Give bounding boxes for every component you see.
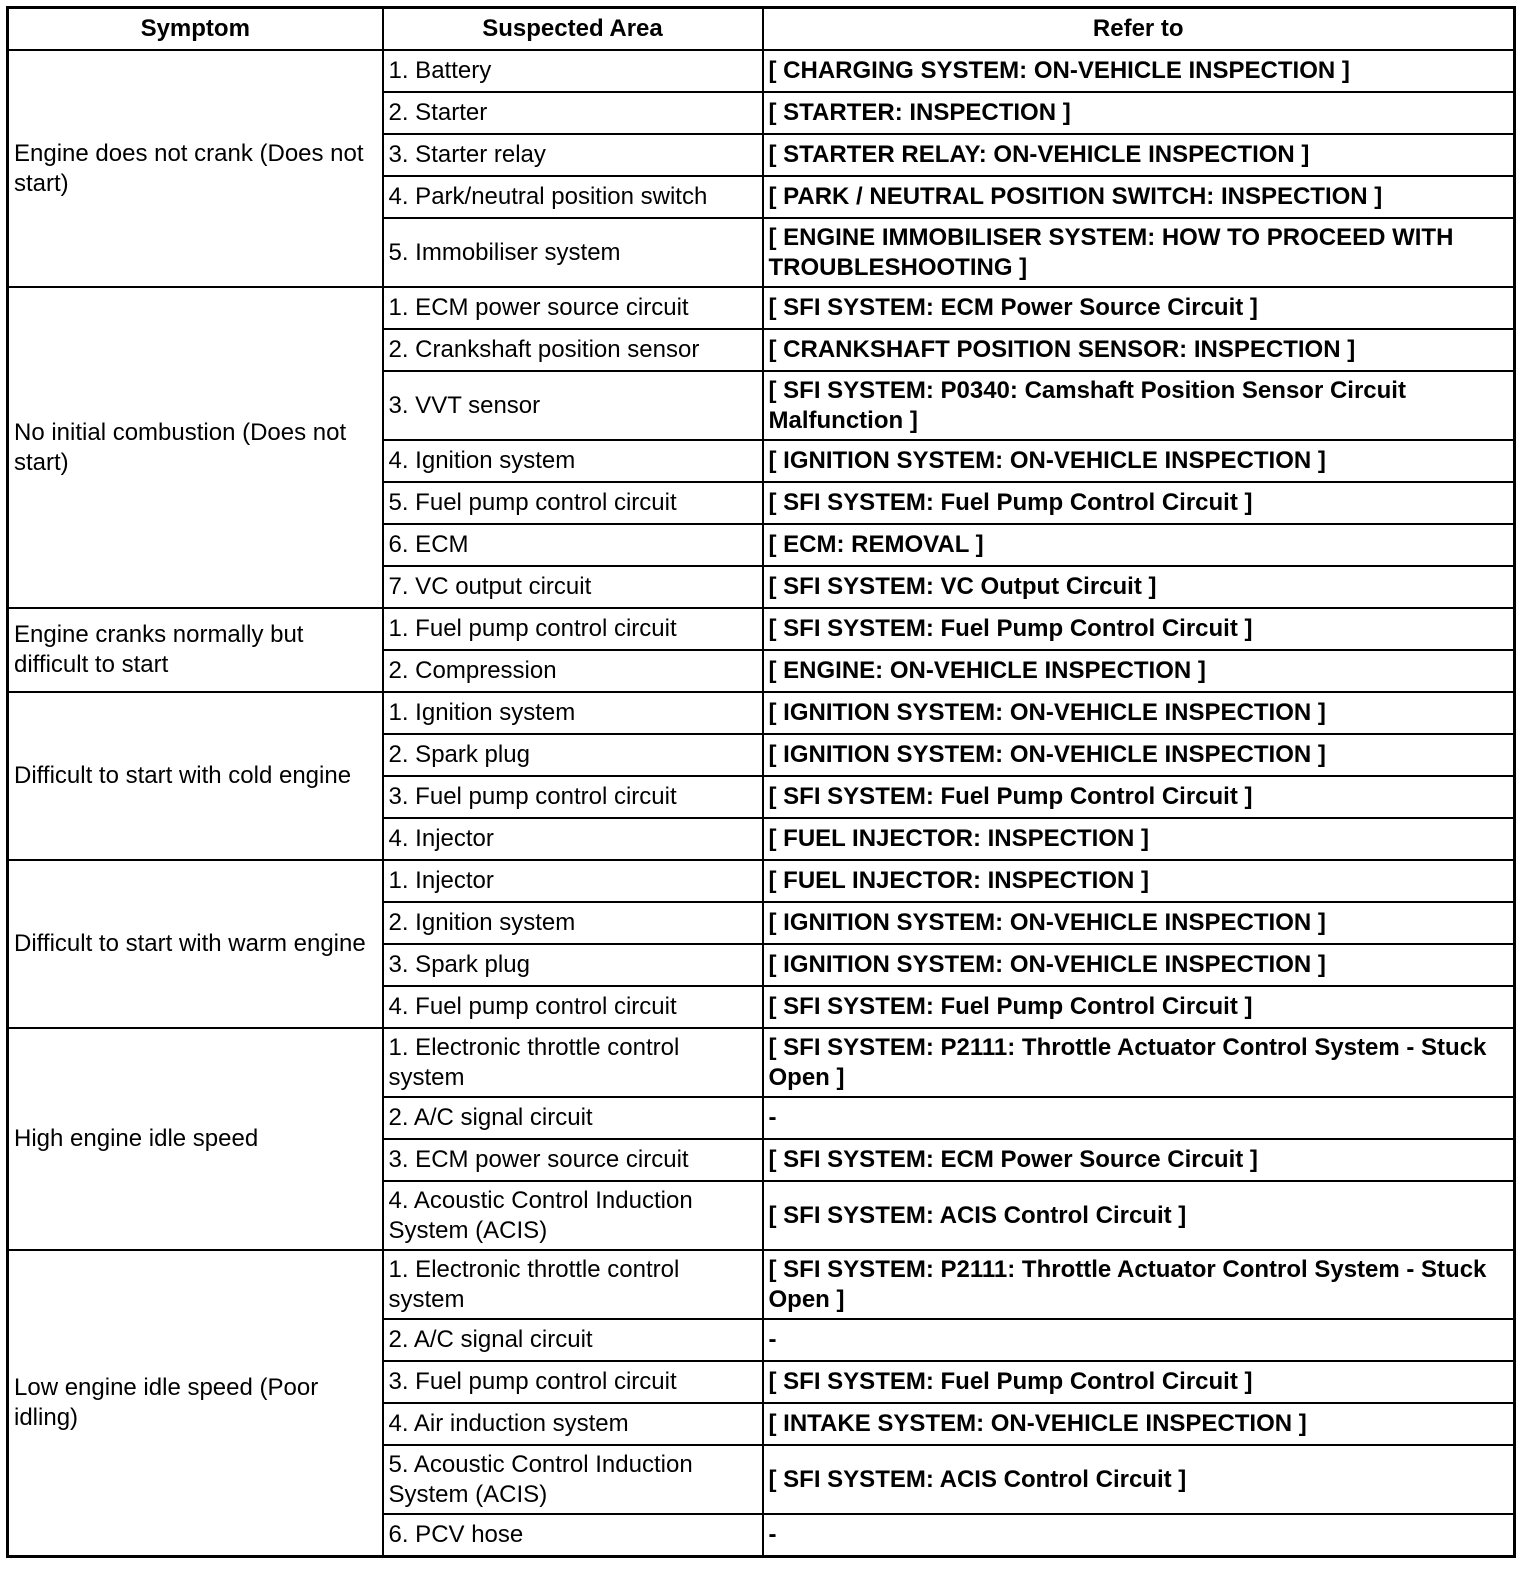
table-row [8,50,1515,92]
refer-cell: [ IGNITION SYSTEM: ON-VEHICLE INSPECTION ] [763,440,1515,482]
refer-cell: [ SFI SYSTEM: ECM Power Source Circuit ] [763,1139,1515,1181]
area-cell: 7. VC output circuit [383,566,763,608]
area-cell: 3. ECM power source circuit [383,1139,763,1181]
refer-cell: [ SFI SYSTEM: Fuel Pump Control Circuit ] [763,482,1515,524]
refer-cell: [ CHARGING SYSTEM: ON-VEHICLE INSPECTION ] [763,50,1515,92]
symptom-cell: Difficult to start with cold engine [8,692,383,860]
refer-cell: [ IGNITION SYSTEM: ON-VEHICLE INSPECTION ] [763,902,1515,944]
refer-cell: [ SFI SYSTEM: VC Output Circuit ] [763,566,1515,608]
area-cell: 2. Compression [383,650,763,692]
symptom-cell: No initial combustion (Does not start) [8,287,383,608]
area-cell: 1. Electronic throttle control system [383,1250,763,1319]
area-cell: 2. Crankshaft position sensor [383,329,763,371]
area-cell: 1. Fuel pump control circuit [383,608,763,650]
area-cell: 5. Acoustic Control Induction System (ACIS) [383,1445,763,1514]
area-cell: 3. VVT sensor [383,371,763,440]
refer-cell: [ SFI SYSTEM: P2111: Throttle Actuator Control System - Stuck Open ] [763,1250,1515,1319]
refer-cell: [ SFI SYSTEM: Fuel Pump Control Circuit ] [763,986,1515,1028]
table-row [8,1250,1515,1319]
area-cell: 1. Electronic throttle control system [383,1028,763,1097]
table-row [8,287,1515,329]
symptom-cell: Engine does not crank (Does not start) [8,50,383,287]
refer-cell: [ CRANKSHAFT POSITION SENSOR: INSPECTION ] [763,329,1515,371]
area-cell: 3. Fuel pump control circuit [383,776,763,818]
table-row [8,1028,1515,1097]
area-cell: 4. Park/neutral position switch [383,176,763,218]
area-cell: 4. Ignition system [383,440,763,482]
refer-cell: [ SFI SYSTEM: ECM Power Source Circuit ] [763,287,1515,329]
refer-cell: [ PARK / NEUTRAL POSITION SWITCH: INSPECTION ] [763,176,1515,218]
area-cell: 3. Spark plug [383,944,763,986]
area-cell: 2. Ignition system [383,902,763,944]
area-cell: 4. Acoustic Control Induction System (ACIS) [383,1181,763,1250]
area-cell: 5. Fuel pump control circuit [383,482,763,524]
refer-cell: [ STARTER: INSPECTION ] [763,92,1515,134]
refer-cell: [ IGNITION SYSTEM: ON-VEHICLE INSPECTION ] [763,734,1515,776]
refer-cell: [ SFI SYSTEM: P0340: Camshaft Position Sensor Circuit Malfunction ] [763,371,1515,440]
refer-cell: [ INTAKE SYSTEM: ON-VEHICLE INSPECTION ] [763,1403,1515,1445]
area-cell: 1. ECM power source circuit [383,287,763,329]
refer-cell: [ SFI SYSTEM: Fuel Pump Control Circuit ] [763,1361,1515,1403]
symptom-cell: Engine cranks normally but difficult to start [8,608,383,692]
refer-cell: [ SFI SYSTEM: ACIS Control Circuit ] [763,1181,1515,1250]
refer-cell: [ ENGINE IMMOBILISER SYSTEM: HOW TO PROCEED WITH TROUBLESHOOTING ] [763,218,1515,287]
area-cell: 6. ECM [383,524,763,566]
refer-cell: [ IGNITION SYSTEM: ON-VEHICLE INSPECTION ] [763,944,1515,986]
refer-cell: [ SFI SYSTEM: ACIS Control Circuit ] [763,1445,1515,1514]
refer-cell: - [763,1097,1515,1139]
refer-cell: [ ENGINE: ON-VEHICLE INSPECTION ] [763,650,1515,692]
area-cell: 2. A/C signal circuit [383,1319,763,1361]
symptom-cell: Low engine idle speed (Poor idling) [8,1250,383,1557]
symptom-cell: Difficult to start with warm engine [8,860,383,1028]
troubleshooting-table [6,6,1516,1558]
area-cell: 3. Fuel pump control circuit [383,1361,763,1403]
symptom-cell: High engine idle speed [8,1028,383,1250]
area-cell: 1. Ignition system [383,692,763,734]
area-cell: 6. PCV hose [383,1514,763,1557]
table-row [8,860,1515,902]
table-row [8,608,1515,650]
area-cell: 4. Injector [383,818,763,860]
area-cell: 5. Immobiliser system [383,218,763,287]
area-cell: 4. Fuel pump control circuit [383,986,763,1028]
refer-cell: [ FUEL INJECTOR: INSPECTION ] [763,818,1515,860]
table-row [8,692,1515,734]
refer-cell: [ SFI SYSTEM: Fuel Pump Control Circuit ] [763,776,1515,818]
header-suspected-area: Suspected Area [383,8,763,51]
refer-cell: [ FUEL INJECTOR: INSPECTION ] [763,860,1515,902]
area-cell: 2. A/C signal circuit [383,1097,763,1139]
document-page [6,6,1513,1558]
header-symptom: Symptom [8,8,383,51]
refer-cell: [ IGNITION SYSTEM: ON-VEHICLE INSPECTION ] [763,692,1515,734]
refer-cell: [ STARTER RELAY: ON-VEHICLE INSPECTION ] [763,134,1515,176]
refer-cell: - [763,1319,1515,1361]
refer-cell: [ SFI SYSTEM: Fuel Pump Control Circuit ] [763,608,1515,650]
refer-cell: [ ECM: REMOVAL ] [763,524,1515,566]
area-cell: 1. Battery [383,50,763,92]
header-refer-to: Refer to [763,8,1515,51]
area-cell: 2. Starter [383,92,763,134]
refer-cell: [ SFI SYSTEM: P2111: Throttle Actuator Control System - Stuck Open ] [763,1028,1515,1097]
area-cell: 3. Starter relay [383,134,763,176]
refer-cell: - [763,1514,1515,1557]
area-cell: 1. Injector [383,860,763,902]
area-cell: 4. Air induction system [383,1403,763,1445]
table-header-row [8,8,1515,51]
area-cell: 2. Spark plug [383,734,763,776]
